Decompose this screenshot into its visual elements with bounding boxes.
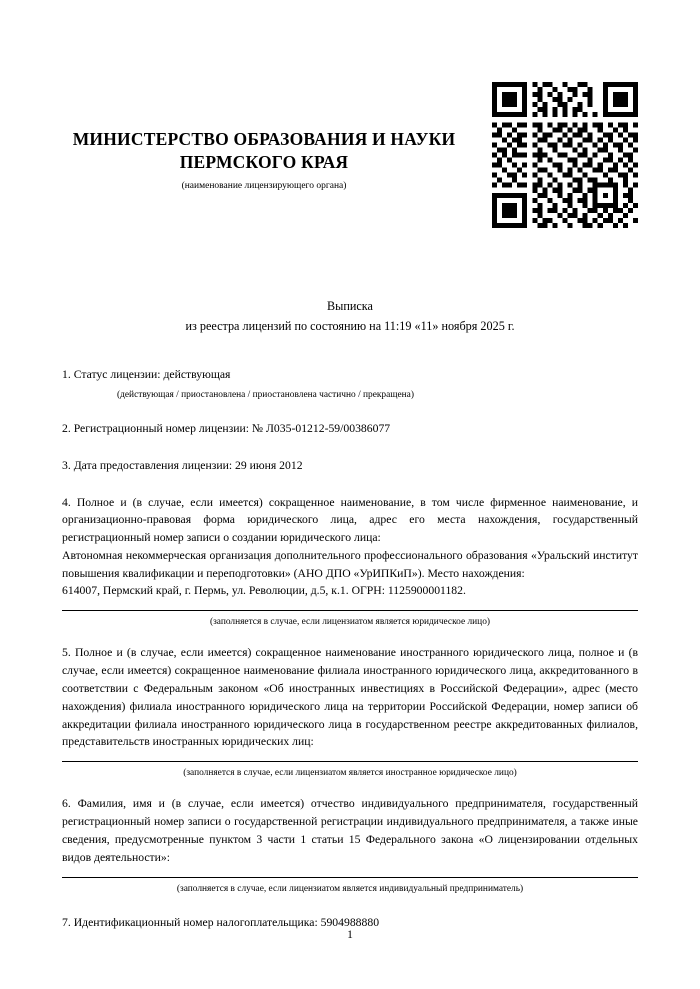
- item-4-legal-entity-value: Автономная некоммерческая организация дополнительного профессионального образования «Уральский институт повышения квалификации и переподготовки» (АНО ДПО «УрИПКиП»). Место нахождения:: [62, 548, 638, 580]
- item-3-issue-date: 3. Дата предоставления лицензии: 29 июня 2012: [62, 458, 303, 472]
- item-5-note: (заполняется в случае, если лицензиатом является иностранное юридическое лицо): [183, 768, 517, 779]
- document-title-block: [62, 296, 638, 336]
- item-4-legal-entity-label: 4. Полное и (в случае, если имеется) сокращенное наименование, в том числе фирменное наименование, и организационно-правовая форма юридического лица, адрес его места нахождения, государственный регистрационный номер записи о создании юридического лица:: [62, 495, 638, 545]
- item-5-divider: [62, 761, 638, 762]
- item-4-divider: [62, 610, 638, 611]
- item-4-note: (заполняется в случае, если лицензиатом является юридическое лицо): [209, 617, 490, 628]
- qr-code: [492, 82, 638, 228]
- item-2-registration-number: 2. Регистрационный номер лицензии: № Л035-01212-59/00386077: [62, 422, 391, 435]
- qr-code-image: [492, 82, 638, 228]
- item-4-legal-entity-value-2: 614007, Пермский край, г. Пермь, ул. Революции, д.5, к.1. ОГРН: 1125900001182.: [62, 584, 466, 598]
- item-1-status: 1. Статус лицензии: действующая: [62, 368, 231, 381]
- item-6-divider: [62, 877, 638, 878]
- document-title: Выписка: [327, 299, 373, 313]
- item-6-individual-entrepreneur-label: 6. Фамилия, имя и (в случае, если имеется) отчество индивидуального предпринимателя, государственный регистрационный номер записи о государственной регистрации индивидуального предпринимателя, а также иные сведения, предусмотренные пунктом 3 части 1 статьи 15 Федерального закона «О лицензировании отдельных видов деятельности»:: [62, 797, 638, 864]
- document-body: [62, 366, 638, 932]
- item-7-taxpayer-number: 7. Идентификационный номер налогоплательщика: 5904988880: [62, 915, 380, 929]
- issuing-authority-line1: МИНИСТЕРСТВО ОБРАЗОВАНИЯ И НАУКИ: [72, 129, 456, 149]
- page-number: 1: [347, 929, 353, 941]
- item-1-note: (действующая / приостановлена / приостановлена частично / прекращена): [117, 389, 414, 400]
- document-header: [30, 128, 498, 193]
- item-6-note: (заполняется в случае, если лицензиатом является индивидуальный предприниматель): [176, 883, 524, 894]
- issuing-authority-line2: ПЕРМСКОГО КРАЯ: [179, 152, 349, 173]
- item-5-foreign-entity-label: 5. Полное и (в случае, если имеется) сокращенное наименование иностранного юридического лица, полное и (в случае, если имеется) сокращенное наименование филиала иностранного юридического лица, аккредитованного в соответствии с Федеральным законом «Об иностранных инвестициях в Российской Федерации», адрес (место нахождения) филиала иностранного юридического лица на территории Российской Федерации, номер записи об аккредитации филиала иностранного юридического лица в государственном реестре аккредитованных филиалов, представительств иностранных юридических лиц:: [62, 646, 638, 749]
- issuing-authority-caption: (наименование лицензирующего органа): [181, 181, 347, 192]
- document-subtitle: из реестра лицензий по состоянию на 11:19 «11» ноября 2025 г.: [185, 319, 515, 334]
